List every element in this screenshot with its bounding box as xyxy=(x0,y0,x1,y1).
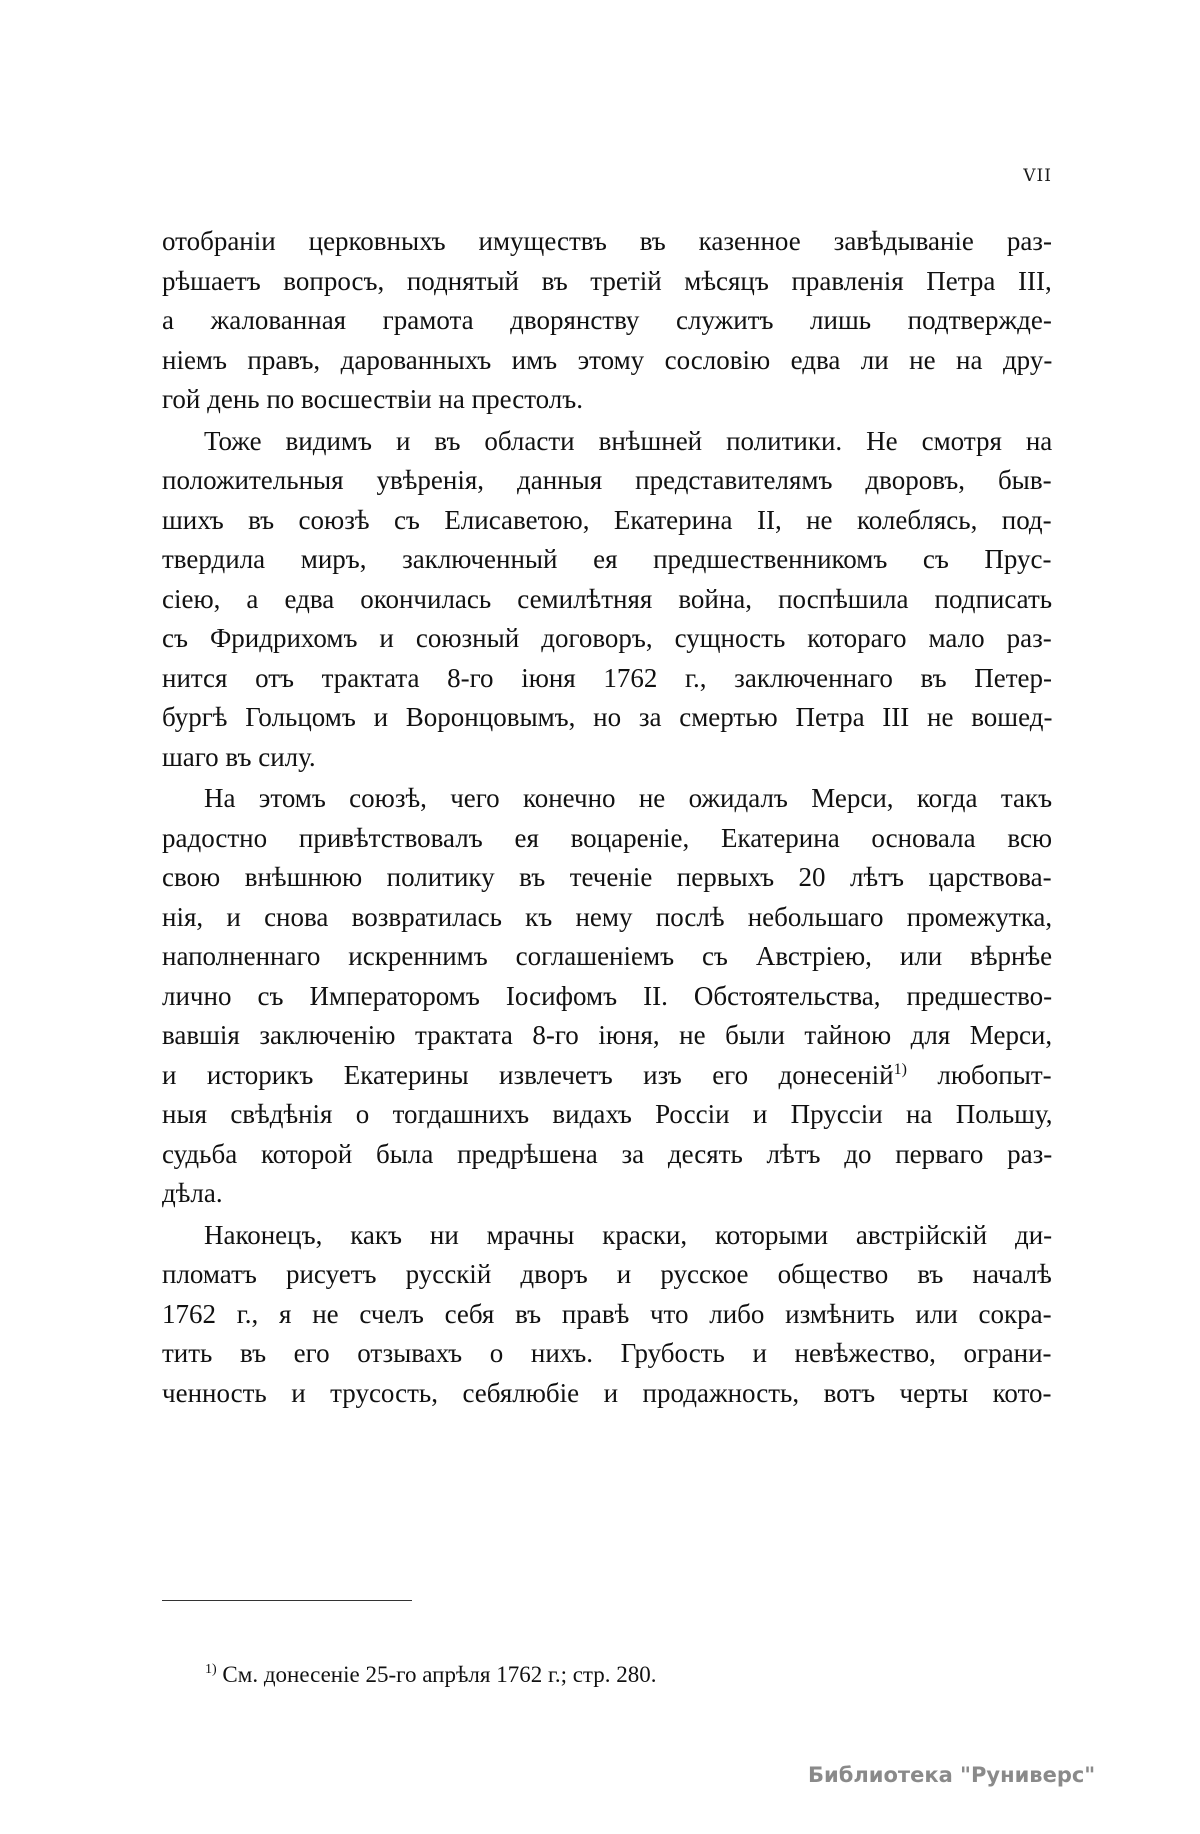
line-text: дѣла. xyxy=(162,1178,223,1208)
paragraph-1 xyxy=(162,222,1052,420)
line-text: рѣшаетъ вопросъ, поднятый въ третій мѣсяцъ правленія Петра III, xyxy=(162,265,1052,296)
line-text: положительныя увѣренія, данныя представителямъ дворовъ, быв- xyxy=(162,465,1052,495)
line-text: твердила миръ, заключенный ея предшественникомъ съ Прус- xyxy=(162,544,1052,574)
line-text: Наконецъ, какъ ни мрачны краски, которыми австрійскій ди- xyxy=(204,1219,1052,1250)
text-line xyxy=(162,1135,1052,1175)
line-text: лично съ Императоромъ Іосифомъ II. Обстоятельства, предшество- xyxy=(162,980,1052,1011)
text-line xyxy=(162,1095,1052,1135)
line-text: Тоже видимъ и въ области внѣшней политики. Не смотря на xyxy=(204,425,1052,456)
line-text: радостно привѣтствовалъ ея воцареніе, Екатерина основала всю xyxy=(162,822,1052,853)
text-line xyxy=(162,698,1052,738)
text-line xyxy=(162,341,1052,381)
text-line xyxy=(162,422,1052,462)
line-text: сіею, а едва окончилась семилѣтняя война, поспѣшила подписать xyxy=(162,583,1052,614)
line-text: нія, и снова возвратилась къ нему послѣ небольшаго промежутка, xyxy=(162,901,1052,932)
line-text: бургѣ Гольцомъ и Воронцовымъ, но за смертью Петра III не вошед- xyxy=(162,702,1052,732)
text-line xyxy=(162,937,1052,977)
page-number: VII xyxy=(1023,166,1052,186)
line-text: шаго въ силу. xyxy=(162,741,316,772)
footnote-text: См. донесеніе 25-го апрѣля 1762 г.; стр. 280. xyxy=(216,1662,657,1687)
text-line xyxy=(162,1374,1052,1414)
text-line xyxy=(162,540,1052,580)
footnote xyxy=(205,1660,657,1690)
text-line xyxy=(162,898,1052,938)
text-line xyxy=(162,779,1052,819)
body-text xyxy=(162,222,1052,1413)
text-line xyxy=(162,738,1052,778)
text-line xyxy=(162,1216,1052,1256)
line-text: и историкъ Екатерины извлечетъ изъ его донесеній xyxy=(162,1059,894,1090)
library-watermark: Библиотека "Руниверс" xyxy=(808,1763,1096,1787)
text-line xyxy=(162,1255,1052,1295)
text-line xyxy=(162,819,1052,859)
line-text: отобраніи церковныхъ имуществъ въ казенное завѣдываніе раз- xyxy=(162,226,1052,256)
text-line-with-footnote xyxy=(162,1056,1052,1096)
line-text: шихъ въ союзѣ съ Елисаветою, Екатерина II, не колеблясь, под- xyxy=(162,504,1052,535)
line-text: ченность и трусость, себялюбіе и продажность, вотъ черты кото- xyxy=(162,1377,1052,1408)
line-text: На этомъ союзѣ, чего конечно не ожидалъ Мерси, когда такъ xyxy=(204,783,1052,813)
text-line xyxy=(162,301,1052,341)
text-line xyxy=(162,380,1052,420)
paragraph-4 xyxy=(162,1216,1052,1414)
text-line xyxy=(162,977,1052,1017)
text-line xyxy=(162,659,1052,699)
text-line xyxy=(162,222,1052,262)
line-text: ныя свѣдѣнія о тогдашнихъ видахъ Россіи и Пруссіи на Польшу, xyxy=(162,1099,1052,1129)
text-line xyxy=(162,461,1052,501)
text-line xyxy=(162,262,1052,302)
line-text: вавшія заключенію трактата 8-го іюня, не были тайною для Мерси, xyxy=(162,1020,1052,1050)
text-line xyxy=(162,858,1052,898)
footnote-reference[interactable]: 1) xyxy=(893,1060,907,1078)
paragraph-3 xyxy=(162,779,1052,1214)
line-text: тить въ его отзывахъ о нихъ. Грубость и невѣжество, ограни- xyxy=(162,1338,1052,1368)
line-text: свою внѣшнюю политику въ теченіе первыхъ 20 лѣтъ царствова- xyxy=(162,862,1052,892)
line-text: пломатъ рисуетъ русскій дворъ и русское общество въ началѣ xyxy=(162,1259,1052,1289)
line-text: наполненнаго искреннимъ соглашеніемъ съ Австріею, или вѣрнѣе xyxy=(162,941,1052,971)
text-line xyxy=(162,1016,1052,1056)
text-line xyxy=(162,580,1052,620)
footnote-marker: 1) xyxy=(205,1662,217,1677)
line-text: гой день по восшествіи на престолъ. xyxy=(162,384,583,414)
paragraph-2 xyxy=(162,422,1052,778)
line-text-tail: любопыт- xyxy=(906,1059,1052,1090)
footnote-divider xyxy=(162,1600,412,1601)
line-text: а жалованная грамота дворянству служитъ лишь подтвержде- xyxy=(162,305,1052,335)
text-line xyxy=(162,1174,1052,1214)
line-text: 1762 г., я не счелъ себя въ правѣ что либо измѣнить или сокра- xyxy=(162,1298,1052,1329)
line-text: ніемъ правъ, дарованныхъ имъ этому сословію едва ли не на дру- xyxy=(162,344,1052,375)
text-line xyxy=(162,1334,1052,1374)
text-line xyxy=(162,501,1052,541)
text-line xyxy=(162,619,1052,659)
line-text: нится отъ трактата 8-го іюня 1762 г., заключеннаго въ Петер- xyxy=(162,662,1052,693)
text-line xyxy=(162,1295,1052,1335)
line-text-group xyxy=(162,1056,1052,1096)
line-text: судьба которой была предрѣшена за десять лѣтъ до перваго раз- xyxy=(162,1138,1052,1169)
line-text: съ Фридрихомъ и союзный договоръ, сущность котораго мало раз- xyxy=(162,623,1052,653)
